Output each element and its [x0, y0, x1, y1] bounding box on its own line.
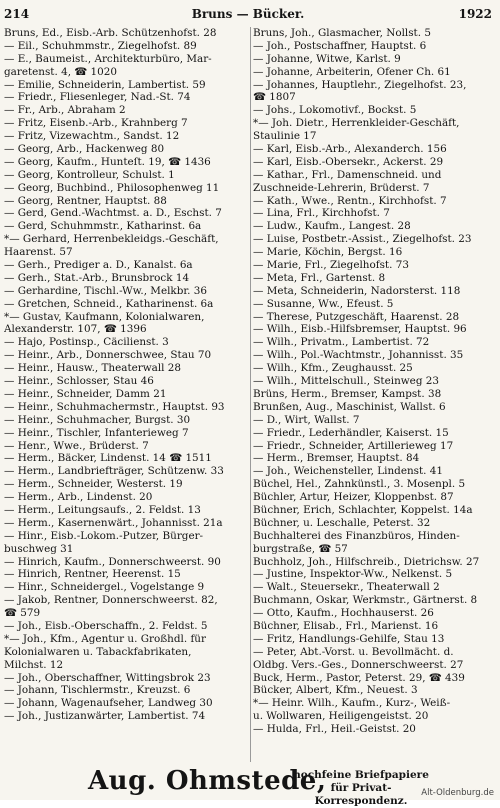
directory-entry-line: — Fritz, Vizewachtm., Sandst. 12: [4, 130, 180, 143]
directory-entry-line: Buchholz, Joh., Hilfschreib., Dietrichsw. 27: [253, 555, 480, 568]
directory-entry-line: — E., Baumeist., Architekturbüro, Mar-: [4, 52, 212, 65]
directory-entry-line: Buchmann, Oskar, Werkmstr., Gärtnerst. 8: [253, 594, 478, 607]
directory-entry-line: — Eil., Schuhmmstr., Ziegelhofst. 89: [4, 39, 197, 52]
right-column: [253, 27, 496, 736]
directory-entry-line: — Herm., Schneider, Westerst. 19: [4, 478, 183, 491]
directory-entry-line: — Heinr., Schuhmacher, Burgst. 30: [4, 413, 191, 426]
directory-entry-line: Buchhalterei des Finanzbüros, Hinden-: [253, 529, 460, 542]
directory-entry-line: — Lina, Frl., Kirchhofst. 7: [253, 207, 390, 220]
directory-entry-line: Bruns, Joh., Glasmacher, Nollst. 5: [253, 27, 431, 39]
directory-entry-line: — Hajo, Postinsp., Cäcilienst. 3: [4, 336, 169, 349]
directory-entry-line: — Gerhardine, Tischl.-Ww., Melkbr. 36: [4, 284, 208, 297]
directory-entry-line: — Georg, Kaufm., Hunteſt. 19, ☎ 1436: [4, 155, 211, 168]
directory-entry-line: — Ludw., Kaufm., Langest. 28: [253, 220, 411, 233]
directory-entry-line: — Marie, Köchin, Bergst. 16: [253, 246, 403, 259]
directory-entry-line: — Justine, Inspektor-Ww., Nelkenst. 5: [253, 568, 453, 581]
directory-entry-line: — Johs., Lokomotivf., Bockst. 5: [253, 104, 417, 117]
directory-entry-line: *— Gustav, Kaufmann, Kolonialwaren,: [4, 310, 205, 323]
directory-entry-line: — Georg, Arb., Hackenweg 80: [4, 143, 165, 156]
directory-entry-line: — Hinrich, Rentner, Heerenst. 15: [4, 568, 181, 581]
directory-entry-line: *— Joh., Kfm., Agentur u. Großhdl. für: [4, 632, 206, 645]
directory-entry-line: u. Wollwaren, Heiligengeistst. 20: [253, 710, 429, 723]
directory-entry-line: — Joh., Justizanwärter, Lambertist. 74: [4, 710, 206, 723]
directory-entry-line: Brüns, Herm., Bremser, Kampst. 38: [253, 387, 442, 400]
directory-entry-line: Haarenst. 57: [4, 246, 73, 259]
directory-entry-line: — Georg, Buchbind., Philosophenweg 11: [4, 181, 220, 194]
directory-entry-line: Zuschneide-Lehrerin, Brüderst. 7: [253, 181, 430, 194]
directory-entry-line: — Herm., Arb., Lindenst. 20: [4, 491, 153, 504]
directory-entry-line: — Heinr., Schuhmachermstr., Hauptst. 93: [4, 400, 225, 413]
column-divider: [250, 27, 251, 762]
directory-entry-line: — Herm., Bremser, Hauptst. 84: [253, 452, 420, 465]
directory-entry-line: — Fritz, Handlungs-Gehilfe, Stau 13: [253, 632, 445, 645]
directory-entry-line: — Jakob, Rentner, Donnerschweerst. 82,: [4, 594, 218, 607]
directory-entry-line: *— Joh. Dietr., Herrenkleider-Geschäft,: [253, 117, 460, 130]
directory-entry-line: — Johann, Wagenaufseher, Landweg 30: [4, 697, 213, 710]
directory-entry-line: *— Heinr. Wilh., Kaufm., Kurz-, Weiß-: [253, 697, 451, 710]
directory-entry-line: — Wilh., Privatm., Lambertist. 72: [253, 336, 430, 349]
directory-entry-line: — Emilie, Schneiderin, Lambertist. 59: [4, 78, 206, 91]
directory-entry-line: — Heinr., Hausw., Theaterwall 28: [4, 362, 182, 375]
page-header: [4, 7, 492, 21]
directory-entry-line: — Meta, Schneiderin, Nadorsterst. 118: [253, 284, 461, 297]
left-column: [4, 27, 251, 723]
directory-entry-line: — Heinr., Tischler, Infanterieweg 7: [4, 426, 189, 439]
directory-entry-line: — Johannes, Hauptlehr., Ziegelhofst. 23,: [253, 78, 467, 91]
directory-entry-line: — Hinr., Eisb.-Lokom.-Putzer, Bürger-: [4, 529, 204, 542]
directory-entry-line: — Hulda, Frl., Heil.-Geistst. 20: [253, 723, 416, 736]
directory-entry-line: — Karl, Eisb.-Arb., Alexanderch. 156: [253, 143, 447, 156]
advert-text: [286, 769, 436, 808]
directory-entry-line: — Hinr., Schneidergel., Vogelstange 9: [4, 581, 205, 594]
directory-entry-line: — Herm., Leitungsaufs., 2. Feldst. 13: [4, 503, 201, 516]
directory-entry-line: — Walt., Steuersekr., Theaterwall 2: [253, 581, 440, 594]
directory-entry-line: *— Gerhard, Herrenbekleidgs.-Geschäft,: [4, 233, 219, 246]
directory-entry-line: — Fritz, Eisenb.-Arb., Krahnberg 7: [4, 117, 188, 130]
directory-entry-line: — Johanne, Witwe, Karlst. 9: [253, 52, 401, 65]
directory-entry-line: — Kathar., Frl., Damenschneid. und: [253, 168, 442, 181]
directory-entry-line: burgstraße, ☎ 57: [253, 542, 348, 555]
directory-entry-line: — Georg, Rentner, Hauptst. 88: [4, 194, 167, 207]
directory-entry-line: — Heinr., Arb., Donnerschwee, Stau 70: [4, 349, 212, 362]
directory-entry-line: — Kath., Wwe., Rentn., Kirchhofst. 7: [253, 194, 447, 207]
directory-entry-line: — Georg, Kontrolleur, Schulst. 1: [4, 168, 175, 181]
directory-entry-line: — Wilh., Eisb.-Hilfsbremser, Hauptst. 96: [253, 323, 467, 336]
directory-entry-line: — Heinr., Schneider, Damm 21: [4, 387, 167, 400]
directory-entry-line: Büchler, Artur, Heizer, Kloppenbst. 87: [253, 491, 454, 504]
directory-entry-line: — Meta, Frl., Gartenst. 8: [253, 271, 386, 284]
directory-entry-line: — Herm., Kasernenwärt., Johannisst. 21a: [4, 516, 223, 529]
directory-entry-line: — Herm., Landbriefträger, Schützenw. 33: [4, 465, 224, 478]
directory-entry-line: — Wilh., Pol.-Wachtmstr., Johannisst. 35: [253, 349, 464, 362]
directory-entry-line: — Wilh., Kfm., Zeughausst. 25: [253, 362, 413, 375]
directory-entry-line: buschweg 31: [4, 542, 74, 555]
directory-entry-line: garetenst. 4, ☎ 1020: [4, 65, 117, 78]
directory-entry-line: Milchst. 12: [4, 658, 64, 671]
directory-entry-line: — Friedr., Schneider, Artillerieweg 17: [253, 439, 454, 452]
directory-entry-line: — Johann, Tischlermstr., Kreuzst. 6: [4, 684, 191, 697]
directory-entry-line: Oldbg. Vers.-Ges., Donnerschweerst. 27: [253, 658, 464, 671]
directory-entry-line: — Johanne, Arbeiterin, Ofener Ch. 61: [253, 65, 451, 78]
directory-entry-line: — Therese, Putzgeschäft, Haarenst. 28: [253, 310, 460, 323]
directory-entry-line: — Wilh., Mittelschull., Steinweg 23: [253, 375, 439, 388]
page-year: 1922: [458, 7, 492, 21]
page-number: 214: [4, 7, 30, 21]
directory-entry-line: Bücker, Albert, Kfm., Neuest. 3: [253, 684, 418, 697]
directory-entry-line: — Fr., Arb., Abraham 2: [4, 104, 126, 117]
directory-entry-line: — Heinr., Schlosser, Stau 46: [4, 375, 154, 388]
directory-entry-line: — Joh., Postschaffner, Hauptst. 6: [253, 39, 427, 52]
directory-entry-line: — Gerd, Schuhmmstr., Katharinst. 6a: [4, 220, 202, 233]
directory-entry-line: Kolonialwaren u. Tabackfabrikaten,: [4, 645, 192, 658]
directory-entry-line: Bruns, Ed., Eisb.-Arb. Schützenhofst. 28: [4, 27, 217, 39]
directory-entry-line: — Gerh., Prediger a. D., Kanalst. 6a: [4, 259, 193, 272]
directory-entry-line: — Gerd, Gend.-Wachtmst. a. D., Eschst. 7: [4, 207, 222, 220]
directory-entry-line: — Henr., Wwe., Brüderst. 7: [4, 439, 149, 452]
directory-entry-line: — Joh., Eisb.-Oberschaffn., 2. Feldst. 5: [4, 619, 208, 632]
directory-entry-line: Brunßen, Aug., Maschinist, Wallst. 6: [253, 400, 446, 413]
directory-entry-line: ☎ 579: [4, 607, 41, 620]
directory-entry-line: — Peter, Abt.-Vorst. u. Bevollmächt. d.: [253, 645, 454, 658]
directory-entry-line: — Marie, Frl., Ziegelhofst. 73: [253, 259, 409, 272]
directory-entry-line: — Gretchen, Schneid., Katharinenst. 6a: [4, 297, 214, 310]
directory-entry-line: — Joh., Oberschaffner, Wittingsbrok 23: [4, 671, 211, 684]
directory-entry-line: — Herm., Bäcker, Lindenst. 14 ☎ 1511: [4, 452, 212, 465]
advert-line: hochfeine Briefpapiere: [293, 769, 429, 781]
directory-entry-line: — Luise, Postbetr.-Assist., Ziegelhofst. 23: [253, 233, 472, 246]
advert-line: für Privat-Korrespondenz.: [314, 782, 408, 807]
directory-entry-line: Büchner, Elisab., Frl., Marienst. 16: [253, 619, 439, 632]
directory-entry-line: — Friedr., Fliesenleger, Nad.-St. 74: [4, 91, 191, 104]
watermark: Alt-Oldenburg.de: [421, 788, 494, 798]
directory-entry-line: Büchner, Erich, Schlachter, Koppelst. 14a: [253, 503, 473, 516]
directory-entry-line: — Joh., Weichensteller, Lindenst. 41: [253, 465, 443, 478]
directory-entry-line: — Friedr., Lederhändler, Kaiserst. 15: [253, 426, 449, 439]
directory-entry-line: — Otto, Kaufm., Hochhauserst. 26: [253, 607, 434, 620]
advert-name: Aug. Ohmstede,: [88, 766, 327, 796]
directory-entry-line: — Gerh., Stat.-Arb., Brunsbrock 14: [4, 271, 190, 284]
directory-entry-line: — Susanne, Ww., Efeust. 5: [253, 297, 394, 310]
directory-entry-line: Alexanderstr. 107, ☎ 1396: [4, 323, 147, 336]
directory-entry-line: Staulinie 17: [253, 130, 317, 143]
directory-entry-line: — Karl, Eisb.-Obersekr., Ackerst. 29: [253, 155, 444, 168]
page-title: Bruns — Bücker.: [191, 7, 305, 21]
directory-entry-line: — D., Wirt, Wallst. 7: [253, 413, 360, 426]
directory-entry-line: Buck, Herm., Pastor, Peterst. 29, ☎ 439: [253, 671, 465, 684]
directory-entry-line: Büchel, Hel., Zahnkünstl., 3. Mosenpl. 5: [253, 478, 466, 491]
directory-entry-line: ☎ 1807: [253, 91, 296, 104]
directory-entry-line: — Hinrich, Kaufm., Donnerschweerst. 90: [4, 555, 221, 568]
directory-entry-line: Büchner, u. Leschalle, Peterst. 32: [253, 516, 431, 529]
